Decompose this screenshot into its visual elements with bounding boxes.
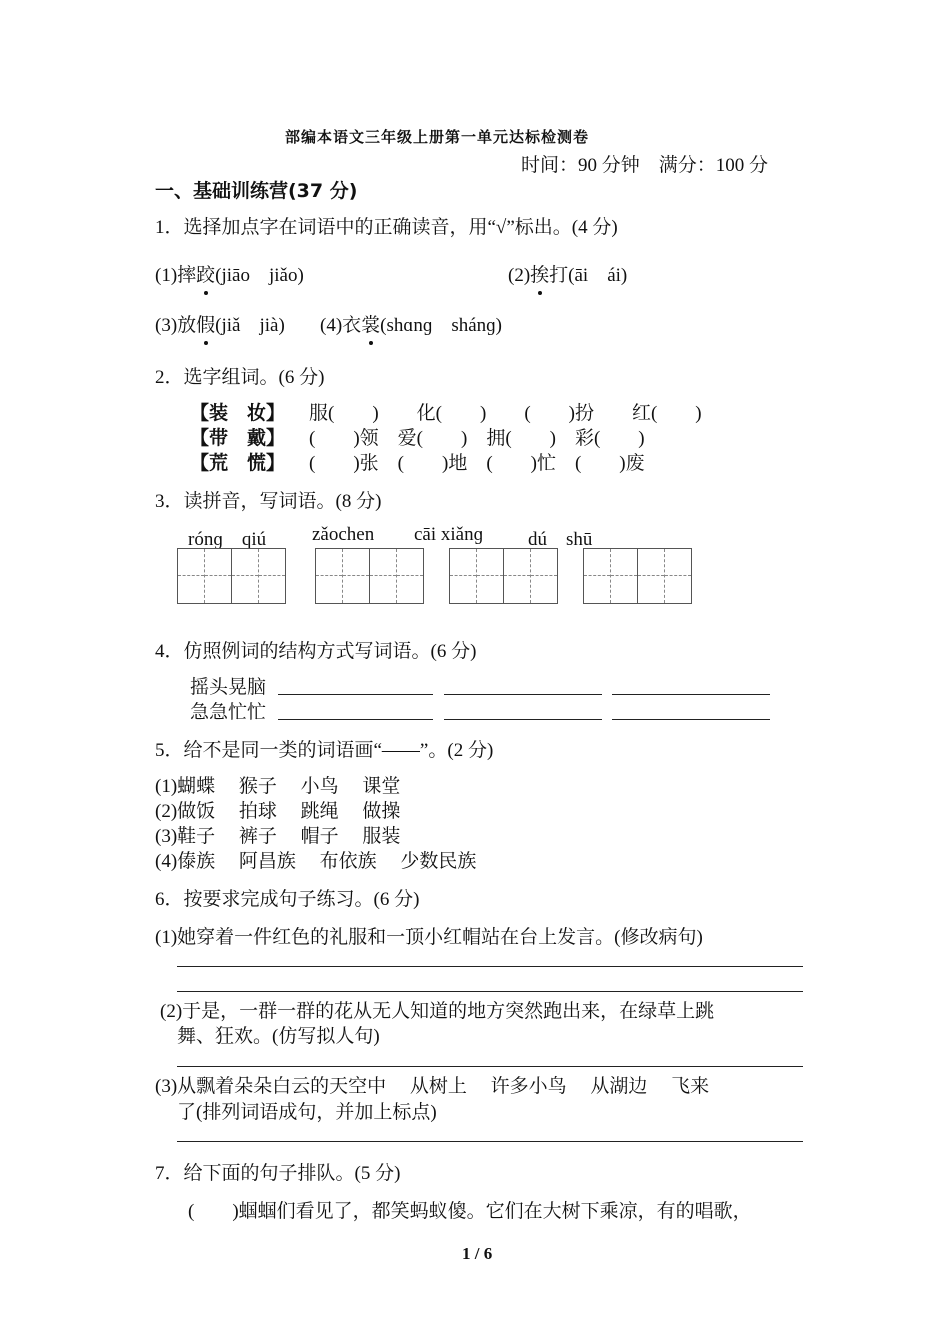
answer-line[interactable] (177, 991, 803, 992)
exam-meta: 时间：90 分钟 满分：100 分 (521, 155, 769, 176)
q3-pinyin-3: cāi xiǎnɡ (414, 524, 484, 545)
q5-row-1: (1)蝴蝶 猴子 小鸟 课堂 (155, 776, 401, 797)
q1-item-1: (1)摔跤(jiāo jiǎo) (155, 260, 304, 287)
q3-prompt: 3．读拼音，写词语。(8 分) (155, 491, 382, 512)
q2-row-3: 【荒 慌】 ( )张 ( )地 ( )忙 ( )废 (190, 452, 645, 474)
q4-example-1: 摇头晃脑 (190, 677, 267, 698)
answer-line[interactable] (177, 1141, 803, 1142)
page-number: 1 / 6 (462, 1244, 493, 1263)
writing-grid-4[interactable] (583, 548, 692, 604)
q3-pinyin-1: rónɡ qiú (188, 529, 267, 550)
answer-line[interactable] (612, 694, 770, 695)
section-title: 一、基础训练营(37 分) (155, 180, 358, 202)
q6-sentence-3b: 了(排列词语成句，并加上标点) (177, 1102, 437, 1123)
q1-item-4: (4)衣裳(shɑnɡ shánɡ) (320, 310, 502, 337)
q1-item-2: (2)挨打(āi ái) (508, 260, 627, 287)
q2-row-2: 【带 戴】 ( )领 爱( ) 拥( ) 彩( ) (190, 427, 645, 449)
q5-prompt: 5．给不是同一类的词语画“——”。(2 分) (155, 740, 494, 761)
q2-row-1: 【装 妆】 服( ) 化( ) ( )扮 红( ) (190, 402, 702, 424)
q5-row-4: (4)傣族 阿昌族 布依族 少数民族 (155, 851, 477, 872)
q3-pinyin-2: zǎochen (312, 524, 375, 545)
q6-sentence-2a: (2)于是，一群一群的花从无人知道的地方突然跑出来，在绿草上跳 (160, 1001, 715, 1022)
answer-line[interactable] (612, 719, 770, 720)
q1-prompt: 1．选择加点字在词语中的正确读音，用“√”标出。(4 分) (155, 217, 618, 238)
answer-line[interactable] (278, 719, 433, 720)
q6-prompt: 6．按要求完成句子练习。(6 分) (155, 889, 420, 910)
answer-line[interactable] (278, 694, 433, 695)
q6-sentence-1: (1)她穿着一件红色的礼服和一顶小红帽站在台上发言。(修改病句) (155, 927, 703, 948)
q4-example-2: 急急忙忙 (190, 702, 267, 723)
q5-row-3: (3)鞋子 裤子 帽子 服装 (155, 826, 401, 847)
q7-line-1: ( )蝈蝈们看见了，都笑蚂蚁傻。它们在大树下乘凉，有的唱歌， (188, 1201, 752, 1222)
answer-line[interactable] (444, 719, 602, 720)
q7-prompt: 7．给下面的句子排队。(5 分) (155, 1163, 401, 1184)
writing-grid-3[interactable] (449, 548, 558, 604)
q2-prompt: 2．选字组词。(6 分) (155, 367, 325, 388)
exam-title: 部编本语文三年级上册第一单元达标检测卷 (285, 128, 590, 146)
q6-sentence-2b: 舞、狂欢。(仿写拟人句) (177, 1026, 380, 1047)
q3-pinyin-4: dú shū (528, 529, 593, 550)
answer-line[interactable] (177, 966, 803, 967)
answer-line[interactable] (177, 1066, 803, 1067)
answer-line[interactable] (444, 694, 602, 695)
q5-row-2: (2)做饭 拍球 跳绳 做操 (155, 801, 401, 822)
writing-grid-1[interactable] (177, 548, 286, 604)
q4-prompt: 4．仿照例词的结构方式写词语。(6 分) (155, 641, 477, 662)
q6-sentence-3a: (3)从飘着朵朵白云的天空中 从树上 许多小鸟 从湖边 飞来 (155, 1076, 710, 1097)
q1-item-3: (3)放假(jiǎ jià) (155, 310, 285, 337)
writing-grid-2[interactable] (315, 548, 424, 604)
